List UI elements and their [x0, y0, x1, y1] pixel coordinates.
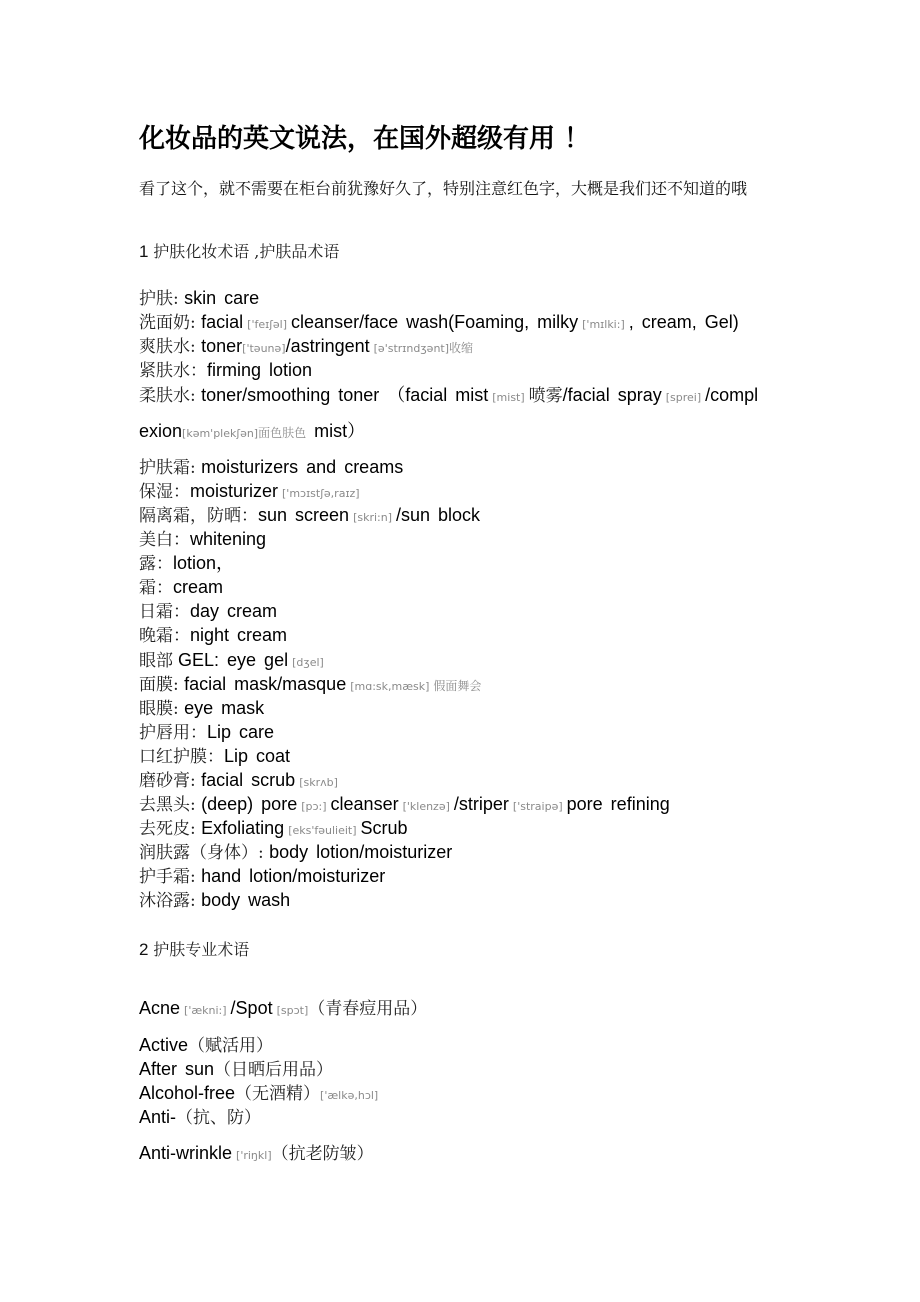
gloss-zh: 面色肤色	[258, 426, 307, 440]
term-zh: 隔离霜，防晒：	[139, 506, 258, 526]
term-en: eye mask	[184, 698, 265, 718]
term-zh: 护手霜:	[139, 867, 202, 887]
term-line	[139, 1034, 273, 1057]
term-zh: 喷雾	[528, 386, 563, 406]
term-line	[139, 1082, 378, 1107]
term-line	[139, 721, 274, 744]
term-zh: （青春痘用品）	[308, 999, 428, 1019]
term-line	[139, 1142, 374, 1167]
phonetic: ['klenzə]	[402, 800, 450, 813]
term-en: facial	[201, 312, 244, 332]
term-zh: 柔肤水:	[139, 386, 202, 406]
term-line	[139, 865, 385, 888]
section-number: 1	[139, 242, 149, 261]
term-line	[139, 1106, 261, 1129]
phonetic: ['mɪlki:]	[582, 318, 625, 331]
term-line	[139, 456, 403, 479]
term-en: Alcohol-free	[139, 1083, 236, 1103]
term-zh: 去死皮:	[139, 819, 202, 839]
term-line	[139, 745, 290, 768]
term-line	[139, 335, 473, 360]
term-line	[139, 1058, 333, 1081]
term-zh: 爽肤水:	[139, 337, 202, 357]
term-line	[139, 576, 223, 599]
phonetic: ['mɔɪstʃə,raɪz]	[282, 487, 360, 500]
term-en: night cream	[190, 625, 288, 645]
term-line	[139, 793, 670, 818]
term-line	[139, 841, 452, 864]
phonetic: [spɔt]	[276, 1004, 309, 1017]
phonetic: [kəm'plekʃən]	[182, 427, 259, 440]
term-en: hand lotion/moisturizer	[201, 866, 386, 886]
term-en: pore refining	[566, 794, 670, 814]
section-heading-2	[139, 937, 249, 960]
term-zh: 去黑头:	[139, 795, 202, 815]
term-en: skin care	[184, 288, 260, 308]
phonetic: [dʒel]	[292, 656, 324, 669]
term-en: facial scrub	[201, 770, 296, 790]
term-en: cream	[173, 577, 224, 597]
term-en: lotion，	[173, 553, 235, 573]
term-line	[139, 287, 259, 310]
term-en: day cream	[190, 601, 278, 621]
phonetic: ['təunə]	[242, 342, 286, 355]
term-en: /facial spray	[562, 385, 662, 405]
term-zh: 护肤霜:	[139, 458, 202, 478]
term-zh: 露：	[139, 554, 173, 574]
term-line	[139, 384, 758, 409]
term-en: facial mask/masque	[184, 674, 347, 694]
term-zh: （赋活用）	[188, 1036, 274, 1056]
phonetic: [eks'fəulieit]	[288, 824, 357, 837]
gloss-zh: 假面舞会	[433, 679, 482, 693]
term-en: Exfoliating	[201, 818, 285, 838]
term-line	[139, 600, 277, 623]
term-zh: 晚霜：	[139, 626, 190, 646]
term-en: toner	[201, 336, 243, 356]
term-zh: 保湿：	[139, 482, 190, 502]
phonetic: [sprei]	[665, 391, 702, 404]
term-line	[139, 997, 427, 1022]
section-number: 2	[139, 940, 149, 959]
term-zh: （抗、防）	[176, 1108, 262, 1128]
term-en: mist）	[306, 421, 366, 441]
term-zh: 日霜：	[139, 602, 190, 622]
term-zh: 洗面奶:	[139, 313, 202, 333]
phonetic: [skrʌb]	[299, 776, 338, 789]
term-zh: 润肤露（身体）:	[139, 843, 270, 863]
phonetic: ['ækni:]	[184, 1004, 227, 1017]
section-heading-1	[139, 239, 339, 262]
phonetic: [mist]	[492, 391, 525, 404]
term-line	[139, 359, 312, 382]
term-line	[139, 697, 264, 720]
phonetic: ['riŋkl]	[236, 1149, 272, 1162]
term-en: Anti-	[139, 1107, 177, 1127]
term-zh: （日晒后用品）	[214, 1060, 334, 1080]
term-en: /compl	[705, 385, 759, 405]
term-line	[139, 673, 481, 698]
term-line	[139, 420, 365, 445]
term-en: moisturizers and creams	[201, 457, 404, 477]
term-line	[139, 552, 234, 575]
term-zh: （抗老防皱）	[271, 1144, 374, 1164]
term-zh: 眼部	[139, 651, 173, 671]
term-zh: （无酒精）	[235, 1084, 321, 1104]
section-label: 护肤专业术语	[153, 940, 250, 959]
term-line	[139, 528, 266, 551]
term-zh: 霜：	[139, 578, 173, 598]
term-en: /Spot	[230, 998, 273, 1018]
term-zh: 眼膜:	[139, 699, 185, 719]
phonetic: ['ælkə,hɔl]	[320, 1089, 379, 1102]
term-en: Acne	[139, 998, 181, 1018]
term-en: Anti-wrinkle	[139, 1143, 233, 1163]
term-en: cleanser	[330, 794, 399, 814]
gloss-zh: 收缩	[449, 341, 474, 355]
term-line	[139, 480, 364, 505]
term-en: GEL: eye gel	[178, 650, 289, 670]
term-en: , cream, Gel)	[628, 312, 739, 332]
phonetic: [ə'strɪndʒənt]	[373, 342, 450, 355]
page-title: 化妆品的英文说法，在国外超级有用 ！	[139, 124, 591, 154]
term-line	[139, 769, 342, 794]
section-label: 护肤化妆术语 ,护肤品术语	[153, 242, 340, 261]
term-en: Lip coat	[224, 746, 291, 766]
term-en: (deep) pore	[201, 794, 298, 814]
term-en: toner/smoothing toner （facial mist	[201, 385, 489, 405]
phonetic: [skri:n]	[353, 511, 393, 524]
term-line	[139, 649, 328, 674]
term-en: body wash	[201, 890, 291, 910]
term-line	[139, 889, 290, 912]
term-line	[139, 624, 287, 647]
term-zh: 护唇用：	[139, 723, 207, 743]
term-en: After sun	[139, 1059, 215, 1079]
term-line	[139, 504, 480, 529]
term-zh: 沐浴露:	[139, 891, 202, 911]
term-zh: 紧肤水：	[139, 361, 207, 381]
intro-paragraph: 看了这个，就不需要在柜台前犹豫好久了，特别注意红色字，大概是我们还不知道的哦	[139, 179, 748, 198]
term-en: body lotion/moisturizer	[269, 842, 453, 862]
phonetic: [mɑ:sk,mæsk]	[350, 680, 430, 693]
term-en: cleanser/face wash(Foaming, milky	[291, 312, 579, 332]
phonetic: [pɔ:]	[301, 800, 327, 813]
phonetic: ['straipə]	[512, 800, 563, 813]
term-en: Lip care	[207, 722, 275, 742]
term-en: /astringent	[285, 336, 370, 356]
phonetic: ['feɪʃəl]	[247, 318, 288, 331]
term-zh: 口红护膜：	[139, 747, 224, 767]
term-zh: 护肤:	[139, 289, 185, 309]
term-line	[139, 817, 408, 842]
term-en: /sun block	[396, 505, 481, 525]
term-en: moisturizer	[190, 481, 279, 501]
term-en: Active	[139, 1035, 189, 1055]
term-zh: 美白：	[139, 530, 190, 550]
term-zh: 磨砂膏:	[139, 771, 202, 791]
term-en: /striper	[453, 794, 509, 814]
term-en: whitening	[190, 529, 267, 549]
term-zh: 面膜:	[139, 675, 185, 695]
term-en: firming lotion	[207, 360, 313, 380]
term-en: exion	[139, 421, 183, 441]
term-en: sun screen	[258, 505, 350, 525]
term-en: Scrub	[360, 818, 408, 838]
term-line	[139, 311, 739, 336]
